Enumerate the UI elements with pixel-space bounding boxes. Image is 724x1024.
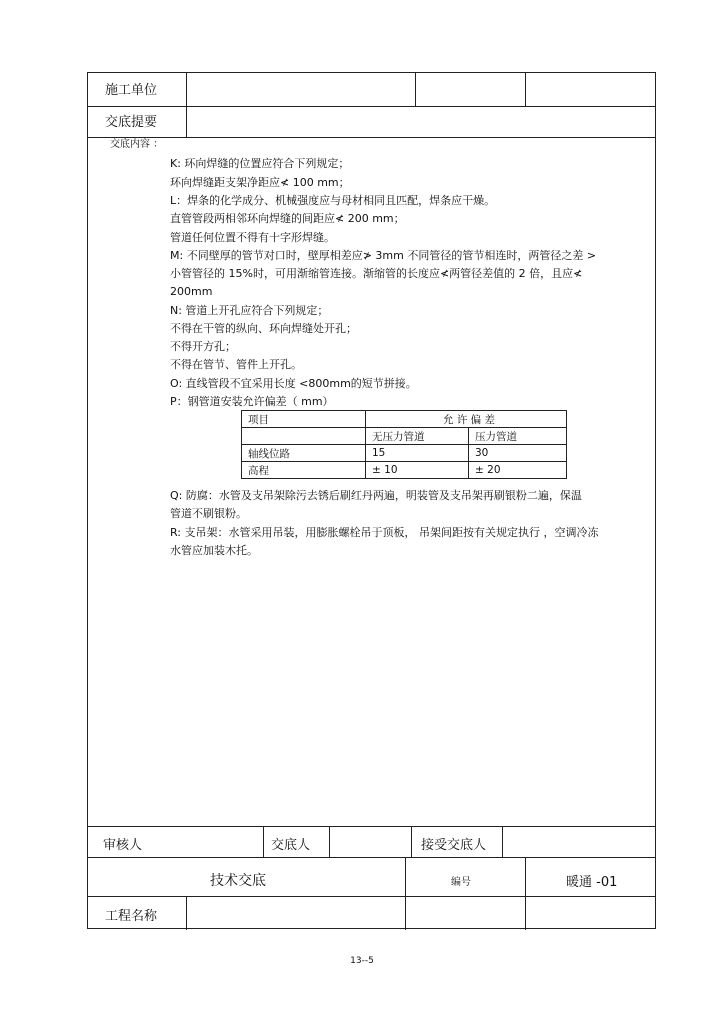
table-header-allowance: 允 许 偏 差: [366, 411, 567, 428]
content-line: 环向焊缝距支架净距应≮ 100 mm；: [170, 176, 350, 189]
table-cell: 30: [469, 445, 567, 462]
col-divider: [329, 826, 330, 857]
row-divider: [88, 857, 655, 858]
content-line: 不得在管节、管件上开孔。: [170, 358, 302, 371]
content-line: 管道任何位置不得有十字形焊缝。: [170, 231, 335, 244]
col-divider: [502, 826, 503, 857]
content-label: 交底内容 ：: [110, 139, 164, 150]
row-divider: [88, 137, 655, 138]
table-subheader: 无压力管道: [366, 428, 469, 445]
row-divider: [88, 826, 655, 827]
col-divider: [405, 857, 406, 930]
project-name-label: 工程名称: [105, 909, 158, 924]
content-line: K: 环向焊缝的位置应符合下列规定；: [170, 157, 350, 170]
content-line: 200mm: [170, 285, 213, 298]
table-header-item: 项目: [242, 411, 366, 428]
number-label: 编号: [451, 877, 471, 888]
content-line: 不得在干管的纵向、环向焊缝处开孔；: [170, 322, 357, 335]
discloser-label: 交底人: [271, 838, 311, 853]
page-number: 13--5: [350, 956, 374, 966]
content-line: P：钢管道安装允许偏差（ mm）: [170, 395, 334, 408]
row-divider: [88, 106, 655, 107]
table-cell: 高程: [242, 462, 366, 479]
document-title: 技术交底: [210, 873, 266, 889]
content-line: Q: 防腐：水管及支吊架除污去锈后刷红丹两遍，明装管及支吊架再刷银粉二遍，保温: [170, 489, 582, 502]
col-divider: [415, 73, 416, 106]
content-line: R: 支吊架：水管采用吊装，用膨胀螺栓吊于顶板， 吊架间距按有关规定执行 ，空调冷冻: [170, 526, 599, 539]
content-line: O: 直线管段不宜采用长度 <800mm的短节拼接。: [170, 377, 417, 390]
content-line: 不得开方孔；: [170, 340, 236, 353]
table-cell: 15: [366, 445, 469, 462]
col-divider: [525, 857, 526, 930]
construction-unit-label: 施工单位: [105, 83, 158, 98]
table-row: [242, 445, 567, 462]
col-divider: [263, 826, 264, 857]
table-cell: ± 20: [469, 462, 567, 479]
reviewer-label: 审核人: [103, 838, 143, 853]
content-line: M: 不同壁厚的管节对口时，壁厚相差应≯ 3mm 不同管径的管节相连时，两管径之差 >: [170, 249, 597, 262]
col-divider: [186, 896, 187, 930]
table-cell: ± 10: [366, 462, 469, 479]
content-line: 直管管段两相邻环向焊缝的间距应≮ 200 mm；: [170, 212, 405, 225]
table-row: [242, 462, 567, 479]
tolerance-table: [241, 410, 567, 479]
table-cell: 轴线位路: [242, 445, 366, 462]
col-divider: [525, 73, 526, 106]
number-value: 暖通 -01: [566, 875, 618, 890]
col-divider: [411, 826, 412, 857]
table-cell-empty: [242, 428, 366, 445]
col-divider: [186, 73, 187, 137]
content-line: 水管应加装木托。: [170, 544, 258, 557]
content-line: 小管管径的 15%时，可用渐缩管连接。渐缩管的长度应≮两管径差值的 2 倍，且应≮: [170, 267, 583, 280]
recipient-label: 接受交底人: [421, 838, 487, 853]
content-line: N: 管道上开孔应符合下列规定；: [170, 304, 329, 317]
content-line: L：焊条的化学成分、机械强度应与母材相同且匹配，焊条应干燥。: [170, 194, 496, 207]
table-subheader: 压力管道: [469, 428, 567, 445]
summary-label: 交底提要: [105, 115, 158, 130]
content-line: 管道不刷银粉。: [170, 507, 247, 520]
row-divider: [88, 896, 655, 897]
